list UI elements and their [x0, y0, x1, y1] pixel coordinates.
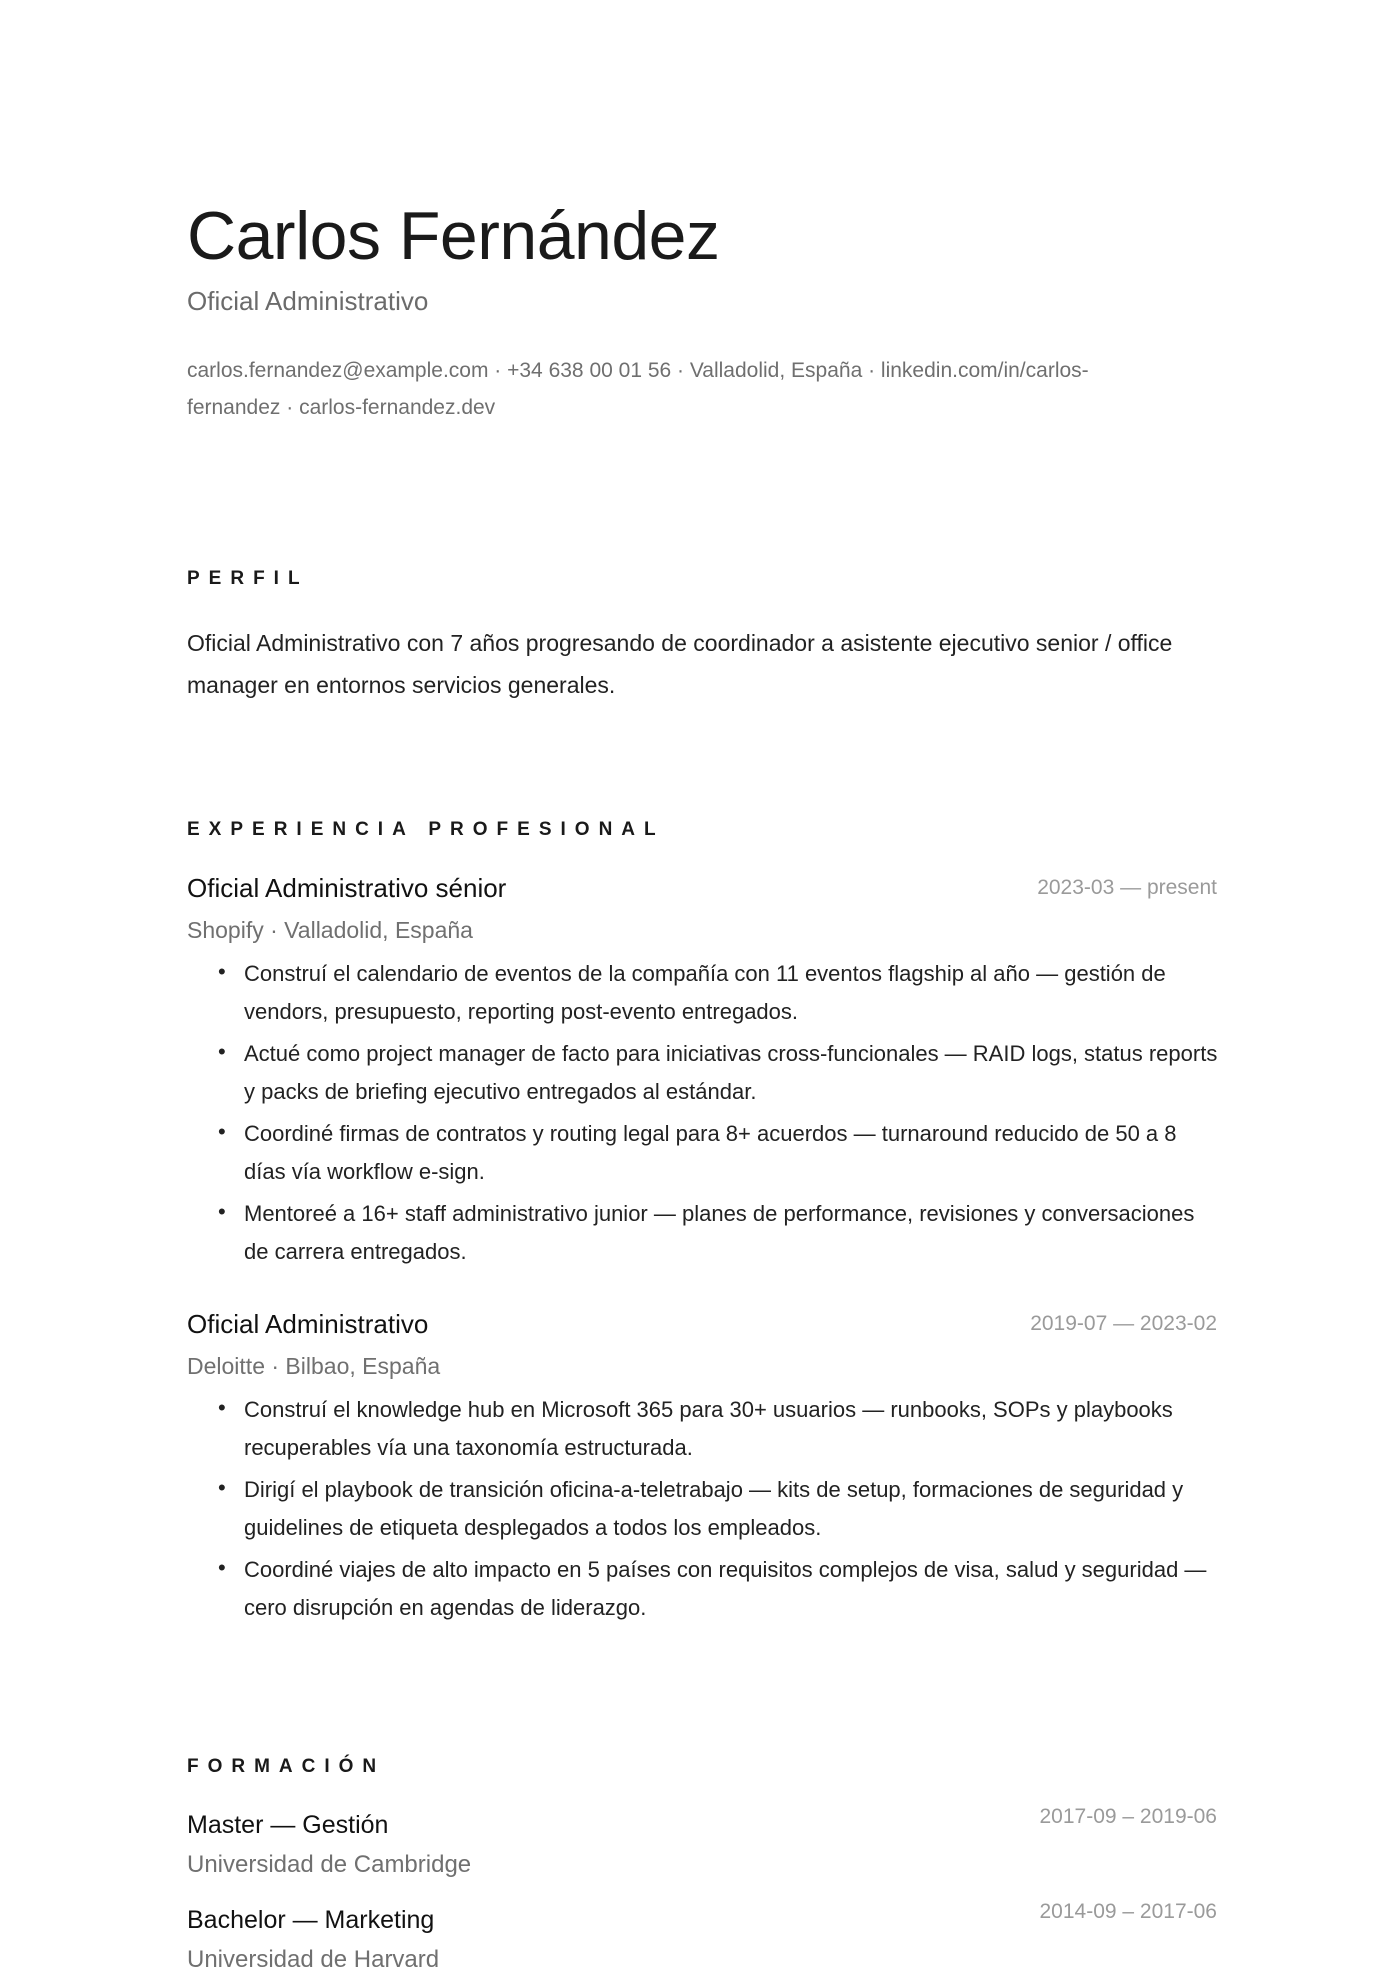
bullet-text: Construí el knowledge hub en Microsoft 365 para 30+ usuarios — runbooks, SOPs y playbooks recuperables vía una taxonomía estructurada. — [244, 1397, 1173, 1460]
bullet-text: Dirigí el playbook de transición oficina-a-teletrabajo — kits de setup, formaciones de seguridad y guidelines de etiqueta desplegados a todos los empleados. — [244, 1477, 1184, 1540]
job-dates: 2019-07 — 2023-02 — [1030, 1312, 1217, 1335]
job-bullets — [187, 955, 1217, 1271]
education-entry — [187, 1806, 1217, 1884]
bullet-dot: • — [218, 959, 226, 984]
profile-summary: Oficial Administrativo con 7 años progresando de coordinador a asistente ejecutivo senior / office manager en entornos servicios generales. — [187, 630, 1173, 698]
section-title-experience: EXPERIENCIA PROFESIONAL — [187, 819, 665, 840]
bullet-item — [218, 1115, 1224, 1191]
job-title: Oficial Administrativo — [187, 1309, 429, 1339]
bullet-text: Mentoreé a 16+ staff administrativo junior — planes de performance, revisiones y conversaciones de carrera entregados. — [244, 1201, 1195, 1264]
bullet-item — [218, 1195, 1224, 1271]
bullet-dot: • — [218, 1395, 226, 1420]
bullet-dot: • — [218, 1555, 226, 1580]
education-header — [187, 1806, 1217, 1846]
bullet-item — [218, 1035, 1224, 1111]
job-dates: 2023-03 — present — [1037, 876, 1217, 899]
education-degree: Master — Gestión — [187, 1811, 389, 1839]
education-school: Universidad de Cambridge — [187, 1851, 472, 1878]
bullet-item — [218, 1391, 1224, 1467]
bullet-item — [218, 1471, 1224, 1547]
bullet-text: Coordiné firmas de contratos y routing legal para 8+ acuerdos — turnaround reducido de 50 a 8 días vía workflow e-sign. — [244, 1121, 1177, 1184]
job-entry — [187, 869, 1217, 1275]
bullet-dot: • — [218, 1119, 226, 1144]
bullet-dot: • — [218, 1199, 226, 1224]
bullet-item — [218, 1551, 1224, 1627]
education-dates: 2014-09 – 2017-06 — [1039, 1900, 1217, 1923]
candidate-name: Carlos Fernández — [187, 198, 720, 274]
job-company: Deloitte · Bilbao, España — [187, 1353, 441, 1379]
job-title: Oficial Administrativo sénior — [187, 873, 507, 903]
section-title-education: FORMACIÓN — [187, 1756, 386, 1777]
job-company: Shopify · Valladolid, España — [187, 917, 473, 943]
education-header — [187, 1901, 1217, 1941]
job-header — [187, 1305, 1217, 1347]
bullet-dot: • — [218, 1475, 226, 1500]
contact-line: carlos.fernandez@example.com · +34 638 00 01 56 · Valladolid, España · linkedin.com/in/carlos-fernandez · carlos-fernandez.dev — [187, 359, 1089, 419]
section-title-profile: PERFIL — [187, 568, 309, 589]
bullet-dot: • — [218, 1039, 226, 1064]
bullet-text: Coordiné viajes de alto impacto en 5 países con requisitos complejos de visa, salud y seguridad — cero disrupción en agendas de liderazgo. — [244, 1557, 1207, 1620]
education-degree: Bachelor — Marketing — [187, 1906, 435, 1934]
job-header — [187, 869, 1217, 911]
job-bullets — [187, 1391, 1217, 1627]
bullet-text: Construí el calendario de eventos de la compañía con 11 eventos flagship al año — gestión de vendors, presupuesto, reporting post-evento entregados. — [244, 961, 1166, 1024]
bullet-item — [218, 955, 1224, 1031]
education-entry — [187, 1901, 1217, 1979]
bullet-text: Actué como project manager de facto para iniciativas cross-funcionales — RAID logs, status reports y packs de briefing ejecutivo entregados al estándar. — [244, 1041, 1218, 1104]
candidate-headline: Oficial Administrativo — [187, 286, 429, 316]
job-entry — [187, 1305, 1217, 1631]
education-dates: 2017-09 – 2019-06 — [1039, 1805, 1217, 1828]
education-school: Universidad de Harvard — [187, 1946, 440, 1973]
